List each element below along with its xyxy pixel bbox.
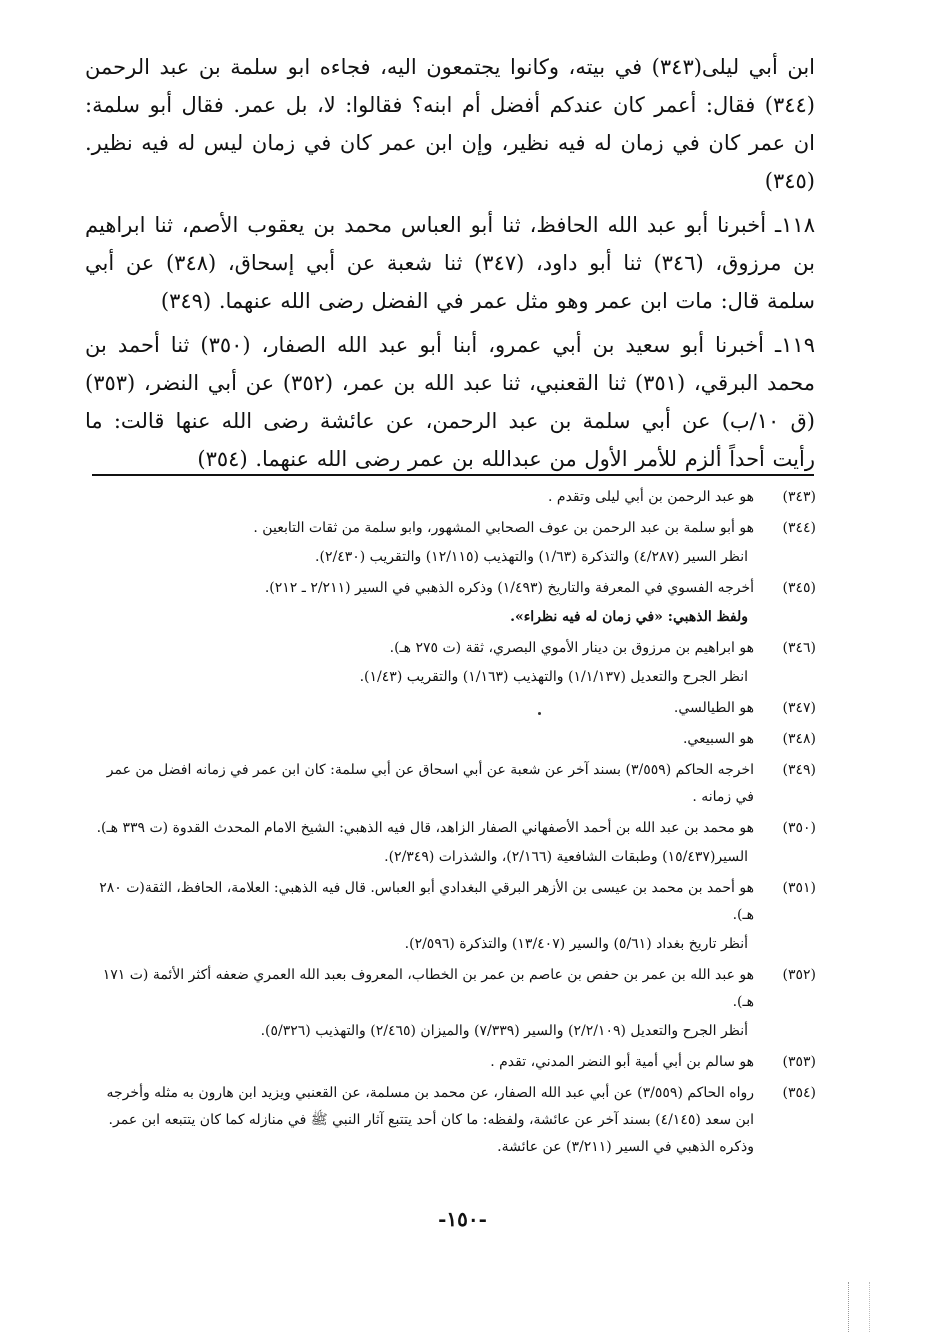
footnote-reference: السير(١٥/٤٣٧) وطبقات الشافعية (٢/١٦٦)، والشذرات (٢/٣٤٩).: [384, 849, 748, 865]
footnote-text: هو عبد الله بن عمر بن حفص بن عاصم بن عمر بن الخطاب، المعروف بعبد الله العمري ضعفه أكثر الأئمة (ت ١٧١ هـ).: [102, 967, 754, 1010]
page-number: -١٥٠-: [438, 1207, 487, 1231]
footnote-347: [96, 695, 816, 722]
footnote-number: (٣٤٨): [782, 731, 816, 747]
footnote-text: هو ابراهيم بن مرزوق بن دينار الأموي البصري، ثقة (ت ٢٧٥ هـ).: [389, 640, 754, 656]
footnote-number: (٣٥٤): [782, 1085, 816, 1101]
footnote-reference: انظر الجرح والتعديل (١/١/١٣٧) والتهذيب (١/١٦٣) والتقريب (١/٤٣).: [359, 669, 748, 685]
footnote-number: (٣٤٣): [782, 489, 816, 505]
footnote-text: هو أحمد بن محمد بن عيسى بن الأزهر البرقي البغدادي أبو العباس. قال فيه الذهبي: العلامة، الحافظ، الثقة(ت ٢٨٠ هـ).: [99, 880, 754, 923]
footnote-344: [96, 515, 816, 571]
footnote-353: [96, 1049, 816, 1076]
footnote-number: (٣٤٦): [782, 640, 816, 656]
footnote-348: [96, 726, 816, 753]
footnote-349: [96, 757, 816, 811]
footnote-reference: أنظر الجرح والتعديل (٢/٢/١٠٩) والسير (٧/٣٣٩) والميزان (٢/٤٦٥) والتهذيب (٥/٣٢٦).: [260, 1023, 748, 1039]
footnote-text: أخرجه الفسوي في المعرفة والتاريخ (١/٤٩٣) وذكره الذهبي في السير (٢/٢١١ ـ ٢١٢).: [264, 580, 754, 596]
footnote-354: [96, 1080, 816, 1161]
footnote-text: هو محمد بن عبد الله بن أحمد الأصفهاني الصفار الزاهد، قال فيه الذهبي: الشيخ الامام المحدث القدوة (ت ٣٣٩ هـ).: [96, 820, 754, 836]
footnote-text: هو أبو سلمة بن عبد الرحمن بن عوف الصحابي المشهور، وابو سلمة من ثقات التابعين .: [253, 520, 754, 536]
footnote-number: (٣٤٤): [782, 520, 816, 536]
paragraph-119: ١١٩ـ أخبرنا أبو سعيد بن أبي عمرو، أبنا أبو عبد الله الصفار، (٣٥٠) ثنا أحمد بن محمد البرقي، (٣٥١) ثنا القعنبي، ثنا عبد الله بن عمر، (٣٥٢) عن أبي النضر، (٣٥٣) (ق ١٠/ب) عن أبي سلمة بن عبد الرحمن، عن عائشة رضى الله عنها قالت: ما رأيت أحداً ألزم للأمر الأول من عبدالله بن عمر رضى الله عنهما. (٣٥٤): [85, 333, 815, 471]
footnote-number: (٣٥٠): [782, 820, 816, 836]
footnote-reference: ولفظ الذهبي: «في زمان له فيه نظراء».: [510, 609, 748, 625]
footnote-346: [96, 635, 816, 691]
scan-margin-marks: [848, 1282, 870, 1332]
footnote-text: هو عبد الرحمن بن أبي ليلى وتقدم .: [548, 489, 754, 505]
main-text: [85, 48, 815, 478]
footnotes: [96, 484, 816, 1161]
footnote-separator: [92, 474, 814, 476]
scan-speck: [538, 712, 541, 715]
footnote-343: [96, 484, 816, 511]
footnote-text: اخرجه الحاكم (٣/٥٥٩) بسند آخر عن شعبة عن أبي اسحاق عن أبي سلمة: كان ابن عمر في زمانه افضل من عمر في زمانه .: [106, 762, 754, 805]
paragraph-intro: ابن أبي ليلى(٣٤٣) في بيته، وكانوا يجتمعون اليه، فجاءه ابو سلمة بن عبد الرحمن (٣٤٤) فقال: أعمر كان عندكم أفضل أم ابنه؟ فقالوا: لا، بل عمر. فقال أبو سلمة: ان عمر كان في زمان له فيه نظير، وإن ابن عمر كان في زمان ليس له فيه نظير. (٣٤٥): [85, 55, 815, 193]
footnote-reference: أنظر تاريخ بغداد (٥/٦١) والسير (١٣/٤٠٧) والتذكرة (٢/٥٩٦).: [404, 936, 748, 952]
footnote-reference: انظر السير (٤/٢٨٧) والتذكرة (١/٦٣) والتهذيب (١٢/١١٥) والتقريب (٢/٤٣٠).: [315, 549, 748, 565]
footnote-351: [96, 875, 816, 958]
footnote-text: هو السبيعي.: [682, 731, 754, 747]
footnote-number: (٣٤٥): [782, 580, 816, 596]
footnote-350: [96, 815, 816, 871]
footnote-text: رواه الحاكم (٣/٥٥٩) عن أبي عبد الله الصفار، عن محمد بن مسلمة، عن القعنبي ويزيد ابن هارون به مثله وأخرجه ابن سعد (٤/١٤٥) بسند آخر عن عائشة، ولفظه: ما كان أحد يتتبع آثار النبي ﷺ في منازله كما كان يتتبعه ابن عمر. وذكره الذهبي في السير (٣/٢١١) عن عائشة.: [106, 1085, 754, 1155]
footnote-text: هو سالم بن أبي أمية أبو النضر المدني، تقدم .: [490, 1054, 754, 1070]
footnote-number: (٣٤٧): [782, 700, 816, 716]
paragraph-118: ١١٨ـ أخبرنا أبو عبد الله الحافظ، ثنا أبو العباس محمد بن يعقوب الأصم، ثنا ابراهيم بن مرزوق، (٣٤٦) ثنا أبو داود، (٣٤٧) ثنا شعبة عن أبي إسحاق، (٣٤٨) عن أبي سلمة قال: مات ابن عمر وهو مثل عمر في الفضل رضى الله عنهما. (٣٤٩): [85, 213, 815, 313]
footnote-number: (٣٥٢): [782, 967, 816, 983]
footnote-number: (٣٥١): [782, 880, 816, 896]
footnote-number: (٣٤٩): [782, 762, 816, 778]
footnote-number: (٣٥٣): [782, 1054, 816, 1070]
footnote-text: هو الطيالسي.: [673, 700, 754, 716]
footnote-345: [96, 575, 816, 631]
footnote-352: [96, 962, 816, 1045]
